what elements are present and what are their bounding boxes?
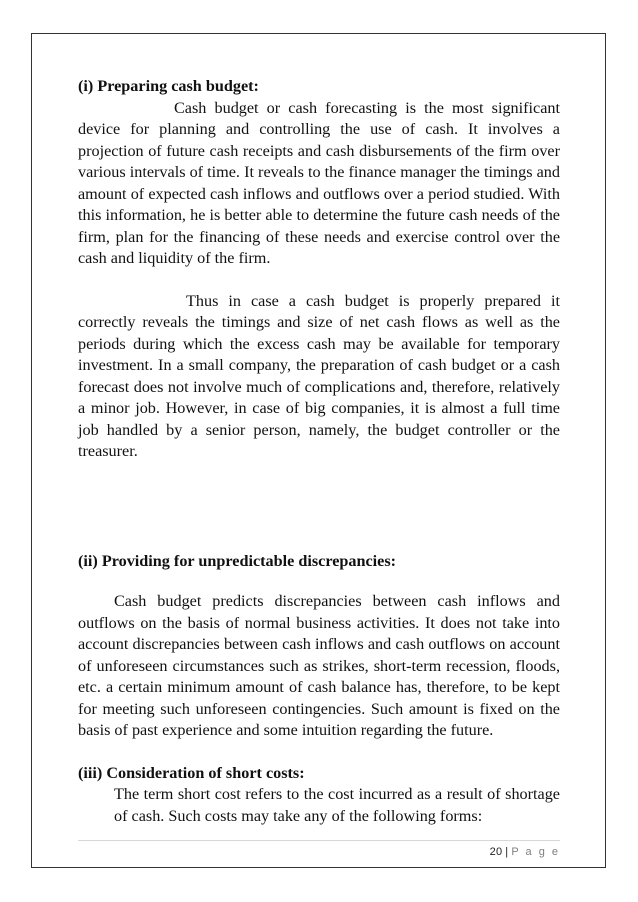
paragraph: Cash budget or cash forecasting is the most significant device for planning and controlling the use of cash. It involves a projection of future cash receipts and cash disbursements of the firm over various intervals of time. It reveals to the finance manager the timings and amount of expected cash inflows and outflows over a period studied. With this information, he is better able to determine the future cash needs of the firm, plan for the financing of these needs and exercise control over the cash and liquidity of the firm.	[78, 98, 560, 267]
footer-separator: |	[505, 846, 509, 858]
footer-divider	[78, 840, 560, 841]
section-heading: (iii) Consideration of short costs:	[78, 763, 305, 782]
paragraph: Cash budget predicts discrepancies between cash inflows and outflows on the basis of normal business activities. It does not take into account discrepancies between cash inflows and cash outflows on account of unforeseen circumstances such as strikes, short-term recession, floods, etc. a certain minimum amount of cash balance has, therefore, to be kept for meeting such unforeseen contingencies. Such amount is fixed on the basis of past experience and some intuition regarding the future.	[78, 592, 560, 739]
page-number: 20	[489, 846, 503, 858]
document-body	[78, 76, 560, 827]
page-footer	[490, 846, 560, 858]
section-heading: (ii) Providing for unpredictable discrepancies:	[78, 551, 397, 570]
paragraph: The term short cost refers to the cost incurred as a result of shortage of cash. Such costs may take any of the following forms:	[114, 785, 560, 825]
page-label: P a g e	[511, 846, 560, 858]
section-heading: (i) Preparing cash budget:	[78, 77, 259, 95]
paragraph: Thus in case a cash budget is properly prepared it correctly reveals the timings and size of net cash flows as well as the periods during which the excess cash may be available for temporary investment. In a small company, the preparation of cash budget or a cash forecast does not involve much of complications and, therefore, relatively a minor job. However, in case of big companies, it is almost a full time job handled by a senior person, namely, the budget controller or the treasurer.	[78, 291, 560, 460]
